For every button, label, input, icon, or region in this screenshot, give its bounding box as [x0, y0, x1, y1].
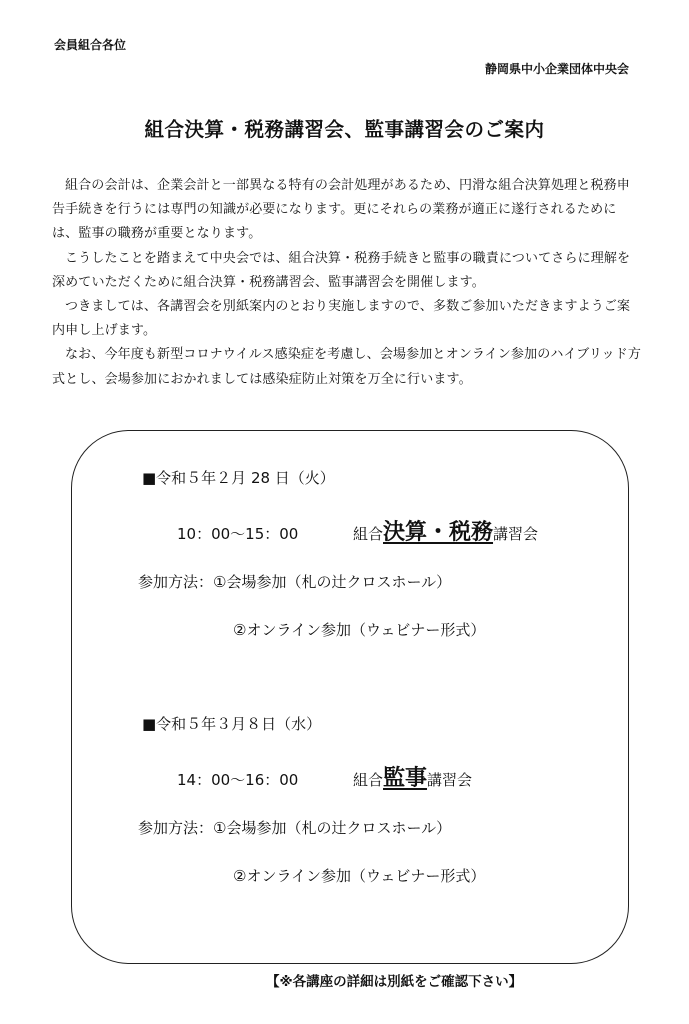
event-2-title [353, 761, 472, 792]
event-1-date: ■令和５年２月 28 日（火） [142, 469, 335, 487]
event-2-title-suffix: 講習会 [427, 771, 473, 789]
event-2-option-venue: ①会場参加（札の辻クロスホール） [213, 819, 452, 837]
recipient-line: 会員組合各位 [54, 38, 127, 52]
event-1-method [138, 571, 451, 592]
event-schedule-box [71, 430, 629, 964]
event-2-option-online: ②オンライン参加（ウェビナー形式） [233, 867, 486, 885]
event-1-title-prefix: 組合 [353, 525, 384, 543]
event-2-title-emphasis: 監事 [383, 766, 428, 791]
event-2-time: 14：00～16：00 [177, 771, 299, 789]
event-1-title [353, 515, 538, 546]
event-1-option-online: ②オンライン参加（ウェビナー形式） [233, 621, 486, 639]
event-1-time: 10：00～15：00 [177, 525, 299, 543]
event-1-option-venue: ①会場参加（札の辻クロスホール） [213, 573, 452, 591]
details-note: 【※各講座の詳細は別紙をご確認下さい】 [266, 974, 523, 990]
event-1-title-suffix: 講習会 [493, 525, 539, 543]
event-2-method [138, 817, 451, 838]
sender-organization: 静岡県中小企業団体中央会 [484, 62, 629, 76]
event-1-method-label: 参加方法： [138, 573, 214, 591]
event-2-date: ■令和５年３月８日（水） [142, 715, 322, 733]
event-2-title-prefix: 組合 [353, 771, 384, 789]
body-paragraph: なお、今年度も新型コロナウイルス感染症を考慮し、会場参加とオンライン参加のハイブリッド方式とし、会場参加におかれましては感染症防止対策を万全に行います。 [52, 347, 642, 387]
body-paragraph: 組合の会計は、企業会計と一部異なる特有の会計処理があるため、円滑な組合決算処理と税務申告手続きを行うには専門の知識が必要になります。更にそれらの業務が適正に遂行されるためには、監事の職務が重要となります。 [52, 178, 630, 242]
document-title: 組合決算・税務講習会、監事講習会のご案内 [144, 118, 545, 141]
body-paragraph: こうしたことを踏まえて中央会では、組合決算・税務手続きと監事の職責についてさらに理解を深めていただくために組合決算・税務講習会、監事講習会を開催します。 [52, 250, 631, 290]
body-paragraph: つきましては、各講習会を別紙案内のとおり実施しますので、多数ご参加いただきますようご案内申し上げます。 [52, 299, 631, 339]
event-1-title-emphasis: 決算・税務 [383, 520, 494, 545]
body-text [52, 174, 642, 392]
event-2-method-label: 参加方法： [138, 819, 214, 837]
